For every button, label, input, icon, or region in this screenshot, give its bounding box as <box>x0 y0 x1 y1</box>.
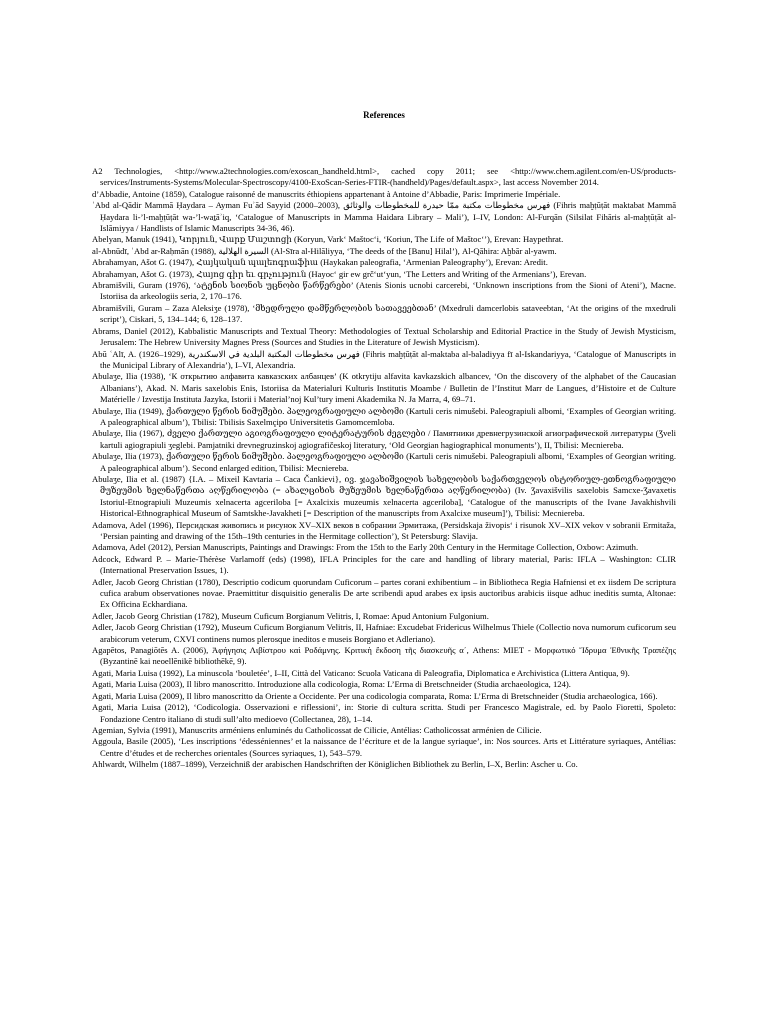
reference-entry: Abulaʒe, Ilia (1967), ძველი ქართული აგიოგრაფიული ლიტერატურის ძეგლები / Памятники древнегрузинской агиографической литературы (Ʒveli kartuli agiograpiuli ʒeglebi. Pamjatniki drevnegruzinskoj agiografičeskoj literatury, ‘Old Georgian hagiographical monuments’), II, Tbilisi: Mecniereba. <box>92 428 676 450</box>
reference-entry: A2 Technologies, <http://www.a2technologies.com/exoscan_handheld.html>, cached copy 2011; see <http://www.chem.agilent.com/en-US/products-services/Instruments-Systems/Molecular-Spectroscopy/4100-ExoScan-Series-FTIR-(handheld)/Pages/default.aspx>, last access November 2014. <box>92 166 676 188</box>
page-title: References <box>363 110 405 120</box>
reference-entry: Aggoula, Basile (2005), ‘Les inscriptions ‘édesséniennes’ et la naissance de l’écriture et de la langue syriaque’, in: Nos sources. Arts et Littérature syriaques, Antélias: Centre d’études et de recherches orientales (Sources syriaques, 1), 543–579. <box>92 736 676 758</box>
reference-entry: Abrahamyan, Ašot G. (1947), Հայկական պալեոգրաֆիա (Haykakan paleografia, ‘Armenian Paleography’), Erevan: Aredit. <box>92 257 548 268</box>
reference-entry: Abelyan, Manuk (1941), Կորյուն, Վարք Մաշտոցի (Koryun, Vark‘ Maštoc‘i, ‘Koriun, The Life of Maštoc‘’), Erevan: Haypethrat. <box>92 234 564 245</box>
reference-entry: Agati, Maria Luisa (1992), La minuscola ‘bouletée’, I–II, Città del Vaticano: Scuola Vaticana di Paleografia, Diplomatica e Archivistica (Littera Antiqua, 9). <box>92 667 630 678</box>
reference-entry: Adler, Jacob Georg Christian (1780), Descriptio codicum quorundam Cuficorum – partes corani exhibentium – in Bibliotheca Regia Hafniensi et ex iisdem De scriptura cufica arabum observationes novae. Praemittitur disquisitio generalis De arte scribendi apud arabes ex ipsis auctoribus arabicis iisque adhuc ineditis sumta, Altonae: Ex Officina Eckhardiana. <box>92 576 676 610</box>
reference-entry: Adler, Jacob Georg Christian (1792), Museum Cuficum Borgianum Velitris, II, Hafniae: Excudebat Fridericus Wilhelmus Thiele (Collectio nova numorum cuficorum seu arabicorum veterum, CXVI continens numos plerosque ineditos e museis Borgiano et Adleriano). <box>92 622 676 644</box>
reference-entry: Agemian, Sylvia (1991), Manuscrits arméniens enluminés du Catholicossat de Cilicie, Antélias: Catholicossat arménien de Cilicie. <box>92 724 542 735</box>
reference-entry: Adcock, Edward P. – Marie-Thérèse Varlamoff (eds) (1998), IFLA Principles for the care and handling of library material, Paris: IFLA – Washington: CLIR (International Preservation Issues, 1). <box>92 553 676 576</box>
reference-entry: Abramišvili, Guram – Zaza Aleksiʒe (1978), ‘მხედრული დამწერლობის სათავეებთან’ (Mxedruli damcerlobis sataveebtan, ‘At the origins of the mxedruli script’), Ciskari, 5, 134–144; 6, 128–137. <box>92 302 676 325</box>
reference-entry: al-Abnūdī, ʿAbd ar-Raḥmān (1988), السيرة الهلالية (Al-Sīra al-Hilāliyya, ‘The deeds of the [Banu] Hilal’), Al-Qāhira: Aḫbār al-yawm. <box>92 245 557 256</box>
reference-entry: Abulaʒe, Ilia (1938), ‘К открытию алфавита кавказских албанцев’ (K otkrytiju alfavita kavkazskich albancev, ‘On the discovery of the alphabet of the Caucasian Albanians’), Akad. N. Maris saxelobis Enis, Istoriisa da Materialuri Kulturis Institutis Moambe / Bulletin de l’Institut Marr de Langues, d’Histoire et de Culture Matérielle / Izvestija Instituta Jazyka, Istorii i Material’noj Kul’tury imeni Akademika N. Ja Marra, 4, 69–71. <box>92 371 676 405</box>
reference-list <box>92 166 676 771</box>
reference-entry: Abulaʒe, Ilia et al. (1987) {I.A. – Mixeil Kavtaria – Caca Čankievi}, ივ. ჯავახიშვილის სახელობის საქართველოს ისტორიულ-ეთნოგრაფიული მუზეუმის ხელნაწერთა აღწერილობა (= ახალციხის მუზეუმის ხელნაწერთა აღწერილობა) (Iv. Ʒavaxišvilis saxelobis Samcxe-Ʒavaxetis Istoriul-Etnograpiuli Muzeumis xelnacerta agceriloba [= Axalcixis muzeumis xelnacerta agceriloba], ‘Catalogue of the manuscripts of the Ivane Javakhishvili Historical-Ethnographical Museum of Samtskhe-Javakheti [= Description of the manuscripts from Axalcixe museum]’), Tbilisi: Mecniereba. <box>92 473 676 519</box>
reference-entry: d’Abbadie, Antoine (1859), Catalogue raisonné de manuscrits éthiopiens appartenant à Antoine d’Abbadie, Paris: Imprimerie Impériale. <box>92 188 561 199</box>
reference-entry: Abrahamyan, Ašot G. (1973), Հայոց գիր եւ գրչություն (Hayoc‘ gir ew grč‘ut‘yun, ‘The Letters and Writing of the Armenians’), Erevan. <box>92 268 587 279</box>
reference-entry: Abramišvili, Guram (1976), ‘ატენის სიონის უცნობი წარწერები’ (Atenis Sionis ucnobi carcerebi, ‘Unknown inscriptions from the Sioni of Ateni’), Macne. Istoriisa da arkeologiis seria, 2, 170–176. <box>92 280 676 302</box>
reference-entry: Abrams, Daniel (2012), Kabbalistic Manuscripts and Textual Theory: Methodologies of Textual Scholarship and Editorial Practice in the Study of Jewish Mysticism, Jerusalem: The Hebrew University Magnes Press (Sources and Studies in the Literature of Jewish Mysticism). <box>92 325 676 348</box>
reference-entry: Agati, Maria Luisa (2003), Il libro manoscritto. Introduzione alla codicologia, Roma: L’Erma di Bretschneider (Studia archaeologica, 124). <box>92 679 571 690</box>
reference-entry: Abulaʒe, Ilia (1949), ქართული წერის ნიმუშები. პალეოგრაფიული ალბომი (Kartuli ceris nimušebi. Paleograpiuli albomi, ‘Examples of Georgian writing. A paleographical album’), Tbilisi: Tbilisis Saxelmçipo Universitetis Gamomcemloba. <box>92 405 676 427</box>
reference-entry: Adamova, Adel (1996), Персидская живопись и рисунок XV–XIX веков в собрании Эрмитажа, (Persidskaja živopis‘ i risunok XV–XIX vekov v sobranii Ermitaža, ‘Persian painting and drawing of the 15th–19th centuries in the Hermitage collection’), St Petersburg: Slavija. <box>92 519 676 541</box>
reference-entry: Abulaʒe, Ilia (1973), ქართული წერის ნიმუშები. პალეოგრაფიული ალბომი (Kartuli ceris nimušebi. Paleograpiuli albomi, ‘Examples of Georgian writing. A paleographical album’). Second enlarged edition, Tbilisi: Mecniereba. <box>92 451 676 473</box>
reference-entry: Ahlwardt, Wilhelm (1887–1899), Verzeichniß der arabischen Handschriften der Königlichen Bibliothek zu Berlin, I–X, Berlin: Ascher u. Co. <box>92 759 578 770</box>
reference-entry: Adamova, Adel (2012), Persian Manuscripts, Paintings and Drawings: From the 15th to the Early 20th Century in the Hermitage Collection, Oxbow: Azimuth. <box>92 542 639 553</box>
reference-entry: Adler, Jacob Georg Christian (1782), Museum Cuficum Borgianum Velitris, I, Romae: Apud Antonium Fulgonium. <box>92 610 489 621</box>
reference-entry: ʿAbd al-Qādir Mammā Ḥaydara – Ayman Fuʾād Sayyid (2000–2003), فهرس مخطوطات مكتبة ممّا حيدرة للمخطوطات والوثائق (Fihris maḫṭūṭāt maktabat Mammā Ḥaydara li-’l-maḫṭūṭāt wa-’l-waṯāʾiq, ‘Catalogue of Manuscripts in Mamma Haidara Library – Mali’), I–IV, London: Al-Furqān (Silsilat Fihāris al-maḫṭūṭāt al-Islāmiyya / Handlists of Islamic Manuscripts 34-36, 46). <box>92 200 677 234</box>
reference-entry: Agati, Maria Luisa (2009), Il libro manoscritto da Oriente a Occidente. Per una codicologia comparata, Roma: L’Erma di Bretschneider (Studia archaeologica, 166). <box>92 690 658 701</box>
reference-entry: Agapētos, Panagiōtēs A. (2006), Ἀφήγησις Λιβίστρου καὶ Ροδάμνης. Κριτικὴ ἔκδοση τῆς διασκευῆς α΄, Athens: MIET - Μορφωτικό Ἵδρυμα Ἐθνικῆς Τραπέζης (Byzantinē kai neoellēnikē bibliothēkē, 9). <box>92 645 676 667</box>
reference-entry: Agati, Maria Luisa (2012), ‘Codicologia. Osservazioni e riflessioni’, in: Storie di cultura scritta. Studi per Francesco Magistrale, ed. by Paolo Fioretti, Spoleto: Fondazione Centro italiano di studi sull’alto medioevo (Collectanea, 28), 1–14. <box>92 702 676 724</box>
reference-entry: Abū ʿAlī, A. (1926–1929), فهرس مخطوطات المكتبة البلدية في الاسكندرية (Fihris maḫṭūṭāt al-maktaba al-baladiyya fī al-Iskandariyya, ‘Catalogue of Manuscripts in the Municipal Library of Alexandria’), I–VI, Alexandria. <box>92 348 676 370</box>
